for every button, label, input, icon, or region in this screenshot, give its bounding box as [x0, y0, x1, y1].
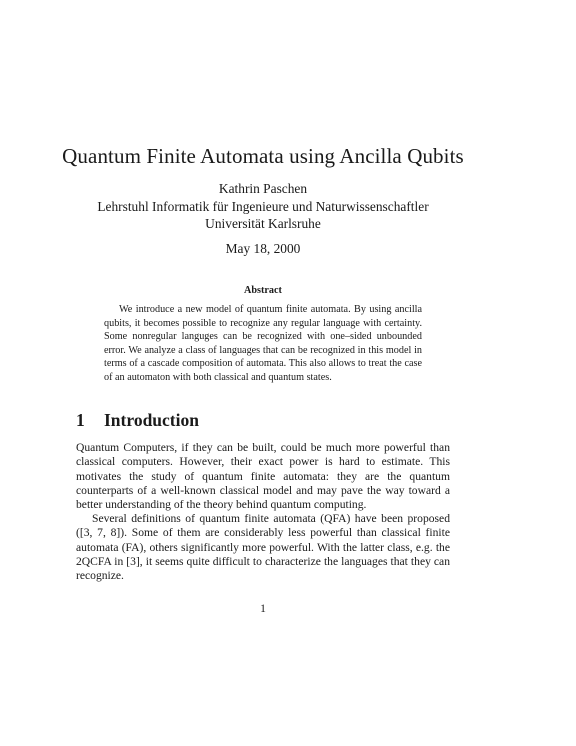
body-paragraph-1: Quantum Computers, if they can be built, could be much more powerful than classical computers. However, their exact power is hard to estimate. This motivates the study of quantum finite automata: they are the quantum counterparts of a well-known classical model and may pave the way toward a better understanding of the theory behind quantum computing. — [76, 441, 450, 512]
author-name: Kathrin Paschen — [218, 181, 308, 196]
affiliation-line-1: Lehrstuhl Informatik für Ingenieure und Naturwissenschaftler — [97, 198, 429, 214]
paper-title: Quantum Finite Automata using Ancilla Qubits — [62, 144, 464, 168]
affiliation-line-2: Universität Karlsruhe — [205, 216, 321, 231]
section-number: 1 — [76, 410, 85, 430]
section-title: Introduction — [104, 410, 199, 430]
paper-date: May 18, 2000 — [225, 241, 301, 256]
author-block — [0, 180, 526, 233]
abstract-text: We introduce a new model of quantum finite automata. By using ancilla qubits, it becomes possible to recognize any regular language with certainty. Some nonregular languges can be recognized with one–sided unbounded error. We analyze a class of languages that can be recognized in this model in terms of a cascade composition of automata. This also allows to treat the case of an automaton with both classical and quantum states. — [104, 304, 422, 383]
page-number: 1 — [260, 602, 266, 615]
body-paragraph-2: Several definitions of quantum finite automata (QFA) have been proposed ([3, 7, 8]). Some of them are considerably less powerful than classical finite automata (FA), others significantly more powerful. With the latter class, e.g. the 2QCFA in [3], it seems quite difficult to characterize the languages that they can recognize. — [76, 512, 450, 583]
section-heading — [76, 410, 199, 431]
abstract-heading: Abstract — [244, 285, 282, 296]
